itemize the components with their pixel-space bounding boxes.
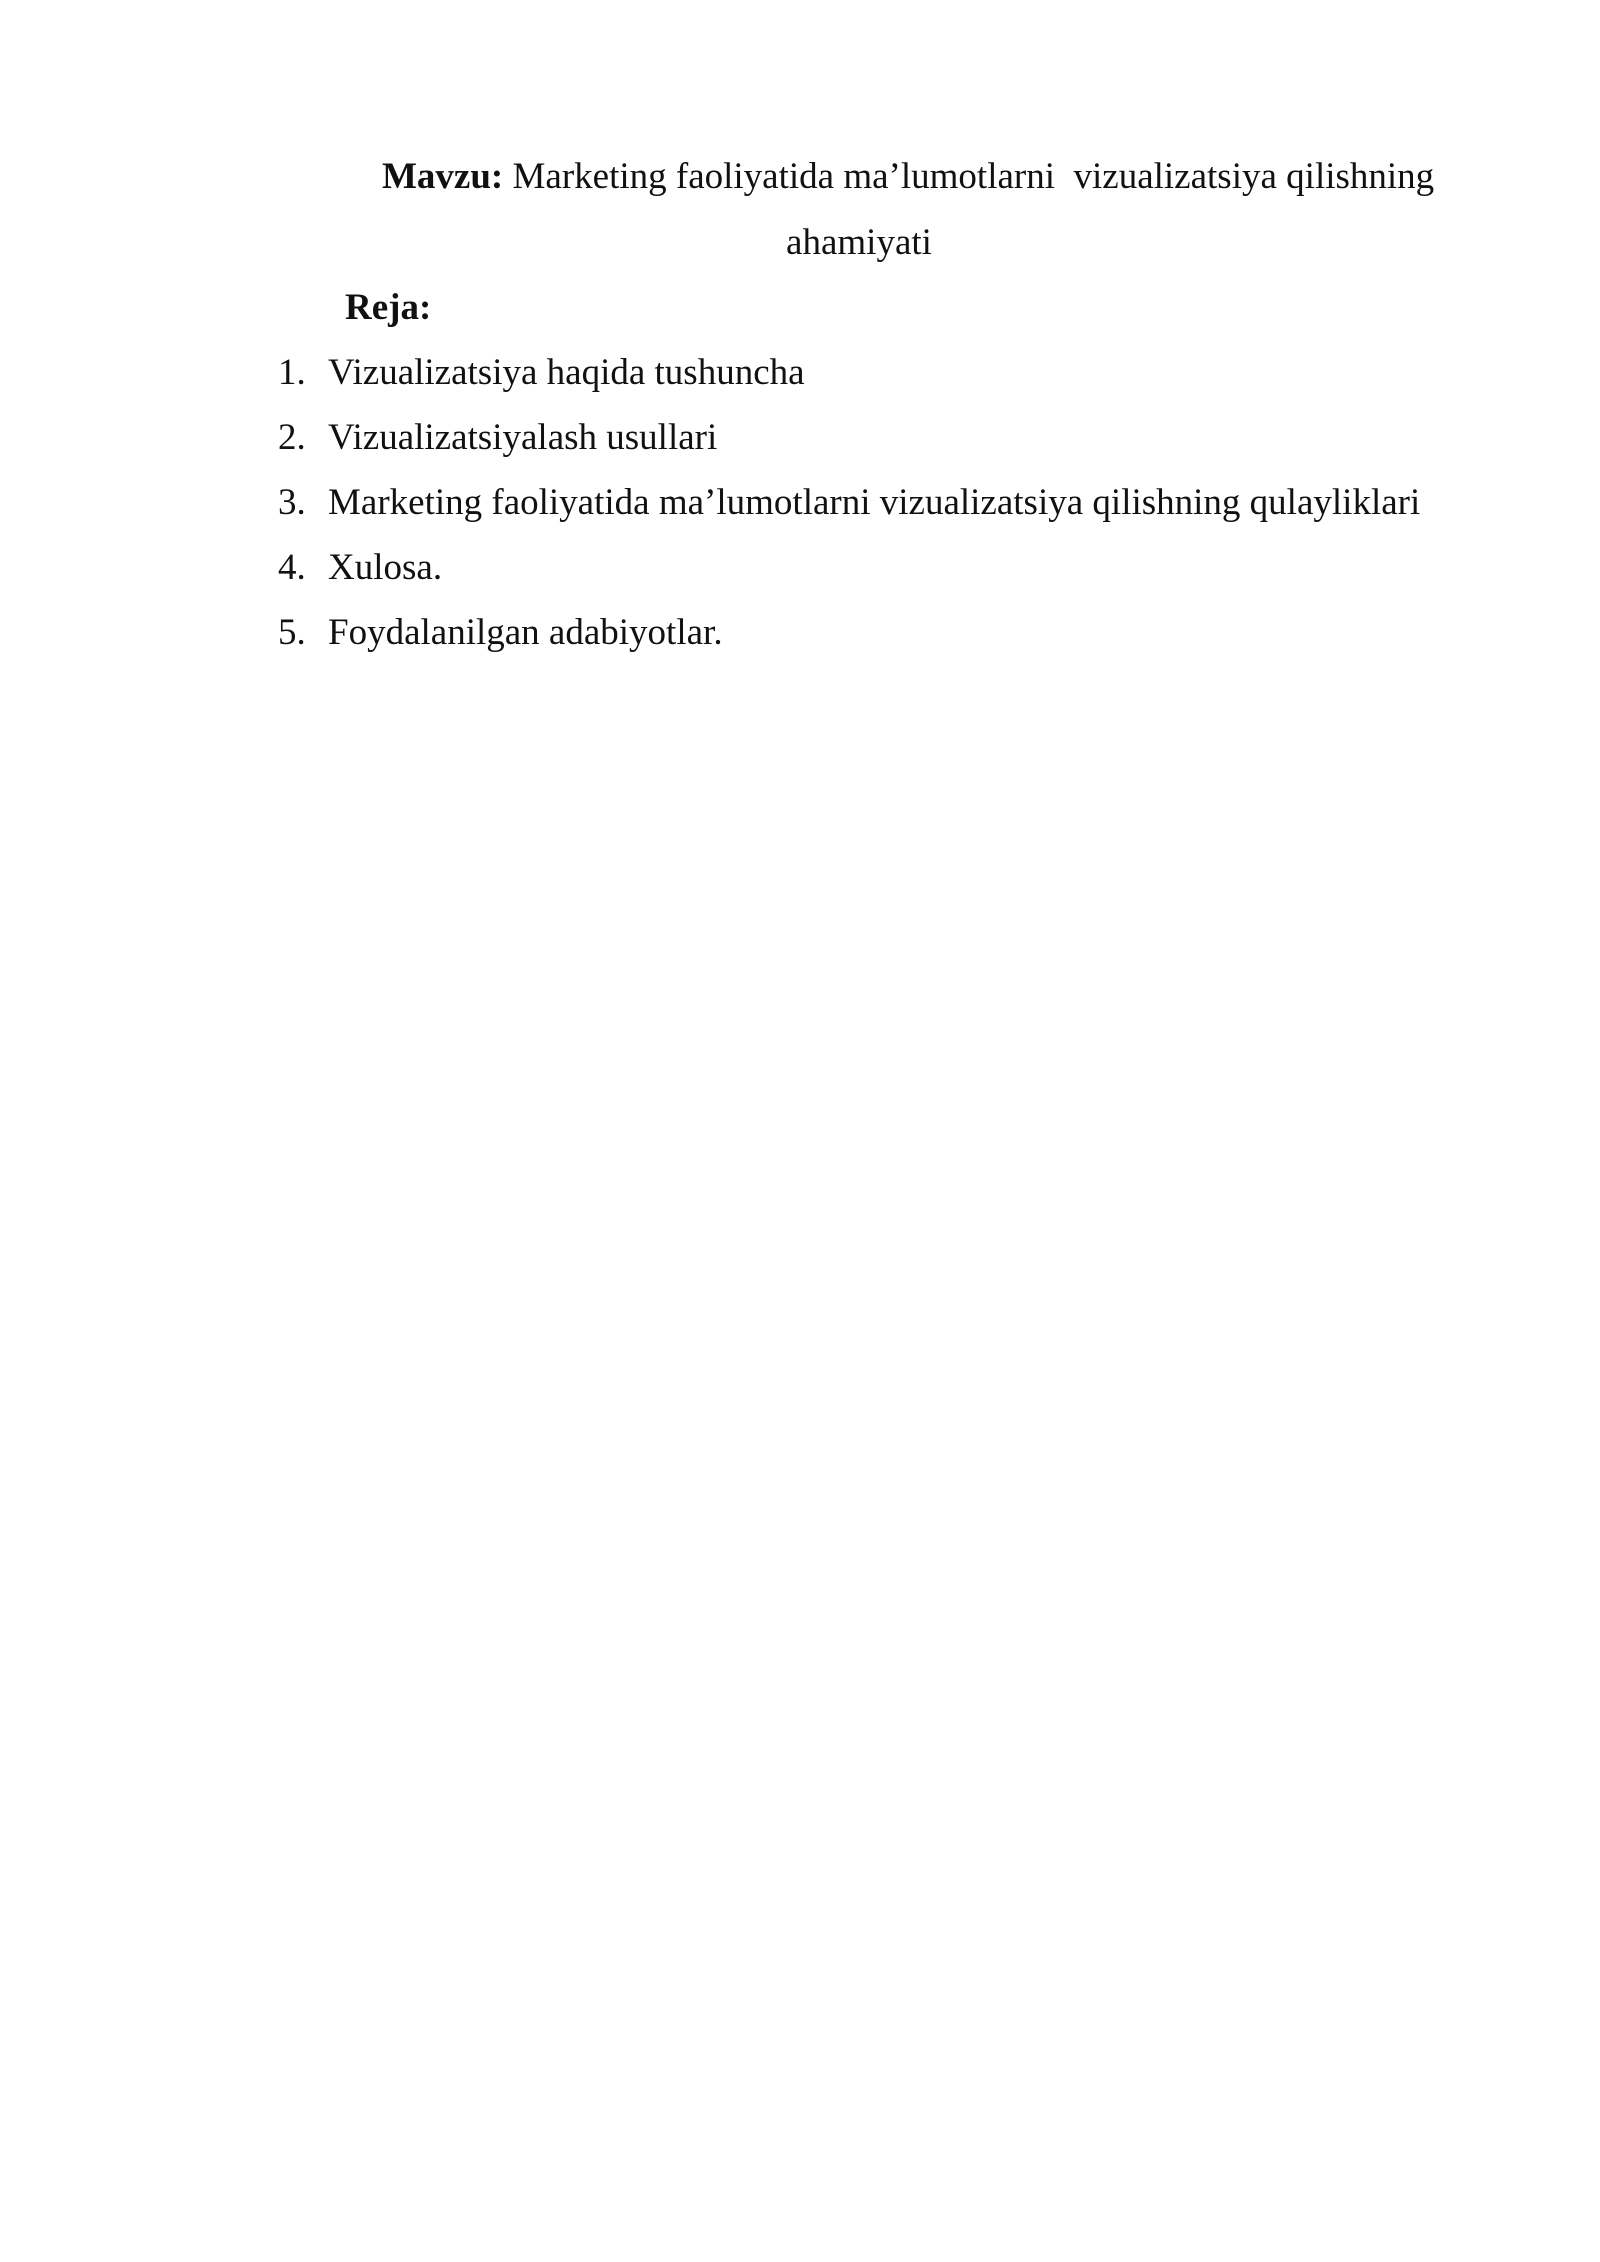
plan-item-text: Vizualizatsiyalash usullari — [328, 417, 718, 458]
topic-text-line-1: Marketing faoliyatida ma’lumotlarni vizualizatsiya qilishning — [503, 156, 1435, 197]
plan-item-number: 5. — [278, 612, 306, 653]
plan-item-3 — [278, 474, 1420, 539]
plan-item-4 — [278, 539, 1420, 604]
plan-item-number: 4. — [278, 547, 306, 588]
topic-title-line-1 — [382, 148, 1434, 206]
plan-item-5 — [278, 604, 1420, 669]
plan-item-number: 2. — [278, 417, 306, 458]
plan-list — [278, 344, 1420, 669]
topic-label: Mavzu: — [382, 156, 504, 197]
plan-item-text: Vizualizatsiya haqida tushuncha — [328, 352, 805, 393]
plan-item-text: Xulosa. — [328, 547, 443, 588]
plan-item-text: Foydalanilgan adabiyotlar. — [328, 612, 723, 653]
plan-item-2 — [278, 409, 1420, 474]
plan-item-text: Marketing faoliyatida ma’lumotlarni vizualizatsiya qilishning qulayliklari — [328, 482, 1421, 523]
plan-heading: Reja: — [345, 287, 432, 328]
topic-title-line-2: ahamiyati — [786, 222, 932, 263]
plan-item-number: 1. — [278, 352, 306, 393]
plan-item-number: 3. — [278, 482, 306, 523]
plan-item-1 — [278, 344, 1420, 409]
